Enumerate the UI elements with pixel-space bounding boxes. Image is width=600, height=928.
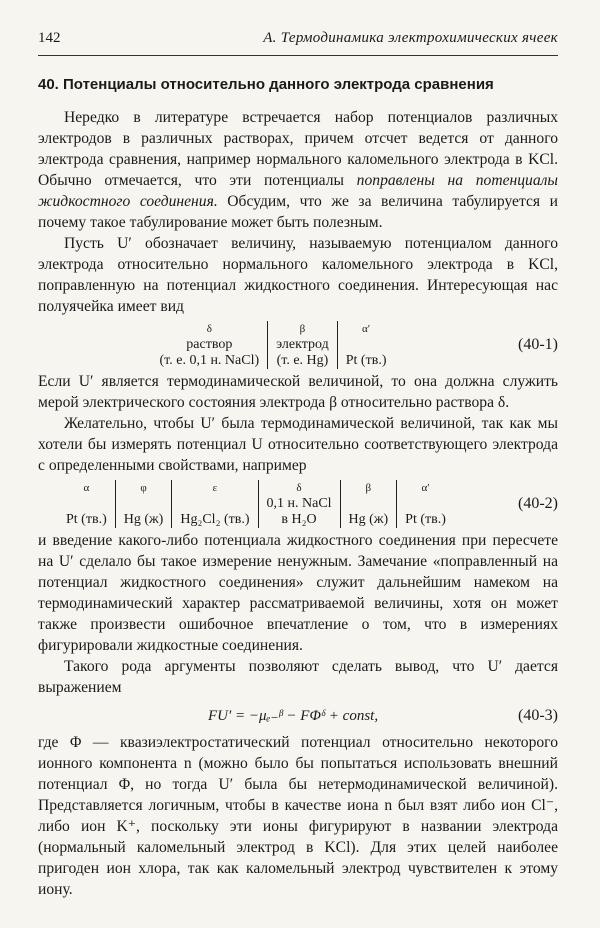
cell-line-1 bbox=[340, 496, 397, 512]
equation-number: (40-3) bbox=[518, 707, 558, 724]
paragraph-1-text-a: Нередко в литературе встречается набор потенциалов различных электродов в различных растворах, причем отсчет ведется от данного электрода сравнения, например нормального каломельного электрода в KCl. Обычно отмечается, что эти потенциалы bbox=[38, 109, 558, 189]
cell-line-2: (т. е. 0,1 н. NaCl) bbox=[159, 353, 260, 368]
paragraph-6: Такого рода аргументы позволяют сделать вывод, что U′ дается выражением bbox=[38, 658, 558, 696]
cell-line-2: Hg (ж) bbox=[115, 512, 172, 528]
paragraph-2: Пусть U′ обозначает величину, называемую потенциалом данного электрода относительно нормального каломельного электрода в KCl, поправленную на потенциал жидкостного соединения. Интересующая нас полуячейка имеет вид bbox=[38, 235, 558, 315]
phase-label: ε bbox=[172, 480, 258, 496]
paragraph-4: Желательно, чтобы U′ была термодинамической величиной, так как мы хотели бы измерять потенциал U относительно соответствующего электрода с определенными свойствами, например bbox=[38, 415, 558, 474]
paragraph-3: Если U′ является термодинамической величиной, то она должна служить мерой электрического состояния электрода β относительно раствора δ. bbox=[38, 373, 558, 411]
page-header bbox=[38, 30, 558, 56]
phase-label: β bbox=[268, 321, 338, 337]
phase-label: α′ bbox=[397, 480, 454, 496]
cell-line-1 bbox=[337, 337, 394, 353]
page bbox=[38, 30, 558, 900]
equation-number: (40-2) bbox=[518, 495, 558, 512]
cell-line-2: Hg₂Cl₂ (тв.) bbox=[172, 512, 258, 528]
phase-label: α′ bbox=[337, 321, 394, 337]
cell-line-1 bbox=[58, 496, 115, 512]
paragraph-1 bbox=[38, 107, 558, 233]
paragraph-1-emphasis: поправлены на потенциалы жидкостного соединения. bbox=[38, 172, 558, 210]
page-number: 142 bbox=[38, 30, 61, 46]
equation-40-3 bbox=[38, 702, 558, 730]
paragraph-1-text-b: Обсудим, что же за величина табулируется и почему такое табулирование может быть полезным. bbox=[38, 193, 558, 231]
cell-line-1 bbox=[115, 496, 172, 512]
formula: FU′ = −μₑ₋ᵝ − FΦᵟ + const, bbox=[208, 708, 379, 724]
section-title: 40. Потенциалы относительно данного электрода сравнения bbox=[38, 76, 494, 93]
cell-line-2: Pt (тв.) bbox=[337, 353, 394, 369]
phase-label: δ bbox=[258, 480, 340, 496]
paragraph-5: и введение какого-либо потенциала жидкостного соединения при пересчете на U′ сделало бы такое измерение ненужным. Замечание «поправленный на потенциал жидкостного соединения» служит дальнейшим намеком на термодинамический характер рассматриваемой величины, хотя он может также произвести ошибочное впечатление о том, что в измерениях фигурировали жидкостные соединения. bbox=[38, 532, 558, 654]
phase-label: δ bbox=[206, 323, 212, 335]
phase-label: α bbox=[83, 482, 90, 494]
cell-line-2: в H₂O bbox=[258, 512, 340, 528]
phase-label: β bbox=[340, 480, 397, 496]
cell-line-1: раствор bbox=[186, 337, 233, 352]
equation-40-1 bbox=[38, 321, 558, 369]
paragraph-7: где Φ — квазиэлектростатический потенциал относительно некоторого ионного компонента n (можно было бы попытаться использовать внешний потенциал Φ, но тогда U′ была бы нетермодинамической величиной). Представляется логичным, чтобы в качестве иона n был взят либо ион Cl⁻, либо ион K⁺, поскольку эти ионы фигурируют в названии электрода (нормальный каломельный электрод в KCl). Для этих целей наиболее пригоден ион хлора, так как каломельный электрод чувствителен к этому иону. bbox=[38, 734, 558, 898]
phase-label: φ bbox=[115, 480, 172, 496]
cell-line-1: электрод bbox=[268, 337, 338, 353]
cell-line-2: Pt (тв.) bbox=[66, 512, 107, 527]
half-cell-diagram bbox=[152, 321, 395, 369]
cell-line-1 bbox=[397, 496, 454, 512]
cell-line-2: Pt (тв.) bbox=[397, 512, 454, 528]
cell-line-2: (т. е. Hg) bbox=[268, 353, 338, 369]
full-cell-diagram bbox=[58, 480, 454, 528]
cell-line-1 bbox=[172, 496, 258, 512]
equation-40-2 bbox=[38, 480, 558, 528]
cell-line-2: Hg (ж) bbox=[340, 512, 397, 528]
equation-number: (40-1) bbox=[518, 336, 558, 353]
running-title: А. Термодинамика электрохимических ячеек bbox=[263, 30, 558, 46]
cell-line-1: 0,1 н. NaCl bbox=[258, 496, 340, 512]
